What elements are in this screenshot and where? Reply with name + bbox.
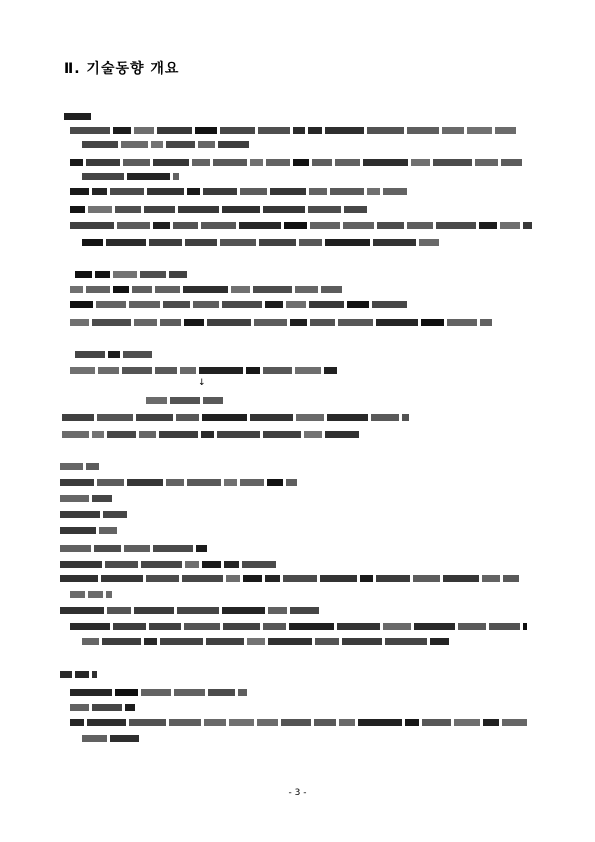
text-line xyxy=(70,318,495,328)
text-line xyxy=(70,300,410,310)
text-line xyxy=(60,606,322,616)
text-line xyxy=(62,413,412,423)
text-line xyxy=(82,734,142,744)
text-line xyxy=(70,285,350,295)
text-line xyxy=(75,350,155,360)
text-line xyxy=(75,270,190,280)
text-line xyxy=(82,238,442,248)
text-line xyxy=(60,526,125,536)
text-line xyxy=(62,430,362,440)
text-line xyxy=(70,221,535,231)
text-line xyxy=(60,544,210,554)
text-line xyxy=(70,688,250,698)
text-line xyxy=(82,637,452,647)
text-line xyxy=(60,478,300,488)
text-line xyxy=(70,126,520,136)
text-line xyxy=(60,560,280,570)
text-line xyxy=(70,366,340,376)
text-line xyxy=(60,574,522,584)
text-line xyxy=(70,205,370,215)
text-line xyxy=(64,112,94,122)
page-title: Ⅱ. 기술동향 개요 xyxy=(64,61,180,77)
text-line xyxy=(82,140,252,150)
down-arrow-icon: ↓ xyxy=(198,378,206,388)
text-line xyxy=(60,462,102,472)
text-line xyxy=(60,670,100,680)
text-line xyxy=(70,718,530,728)
text-line xyxy=(60,510,130,520)
text-line xyxy=(60,494,115,504)
text-line xyxy=(82,172,182,182)
page-number: - 3 - xyxy=(288,788,307,798)
text-line xyxy=(70,703,138,713)
text-line xyxy=(70,590,115,600)
text-line xyxy=(70,158,530,168)
text-line xyxy=(146,396,226,406)
text-line xyxy=(70,622,530,632)
text-line xyxy=(70,187,410,197)
